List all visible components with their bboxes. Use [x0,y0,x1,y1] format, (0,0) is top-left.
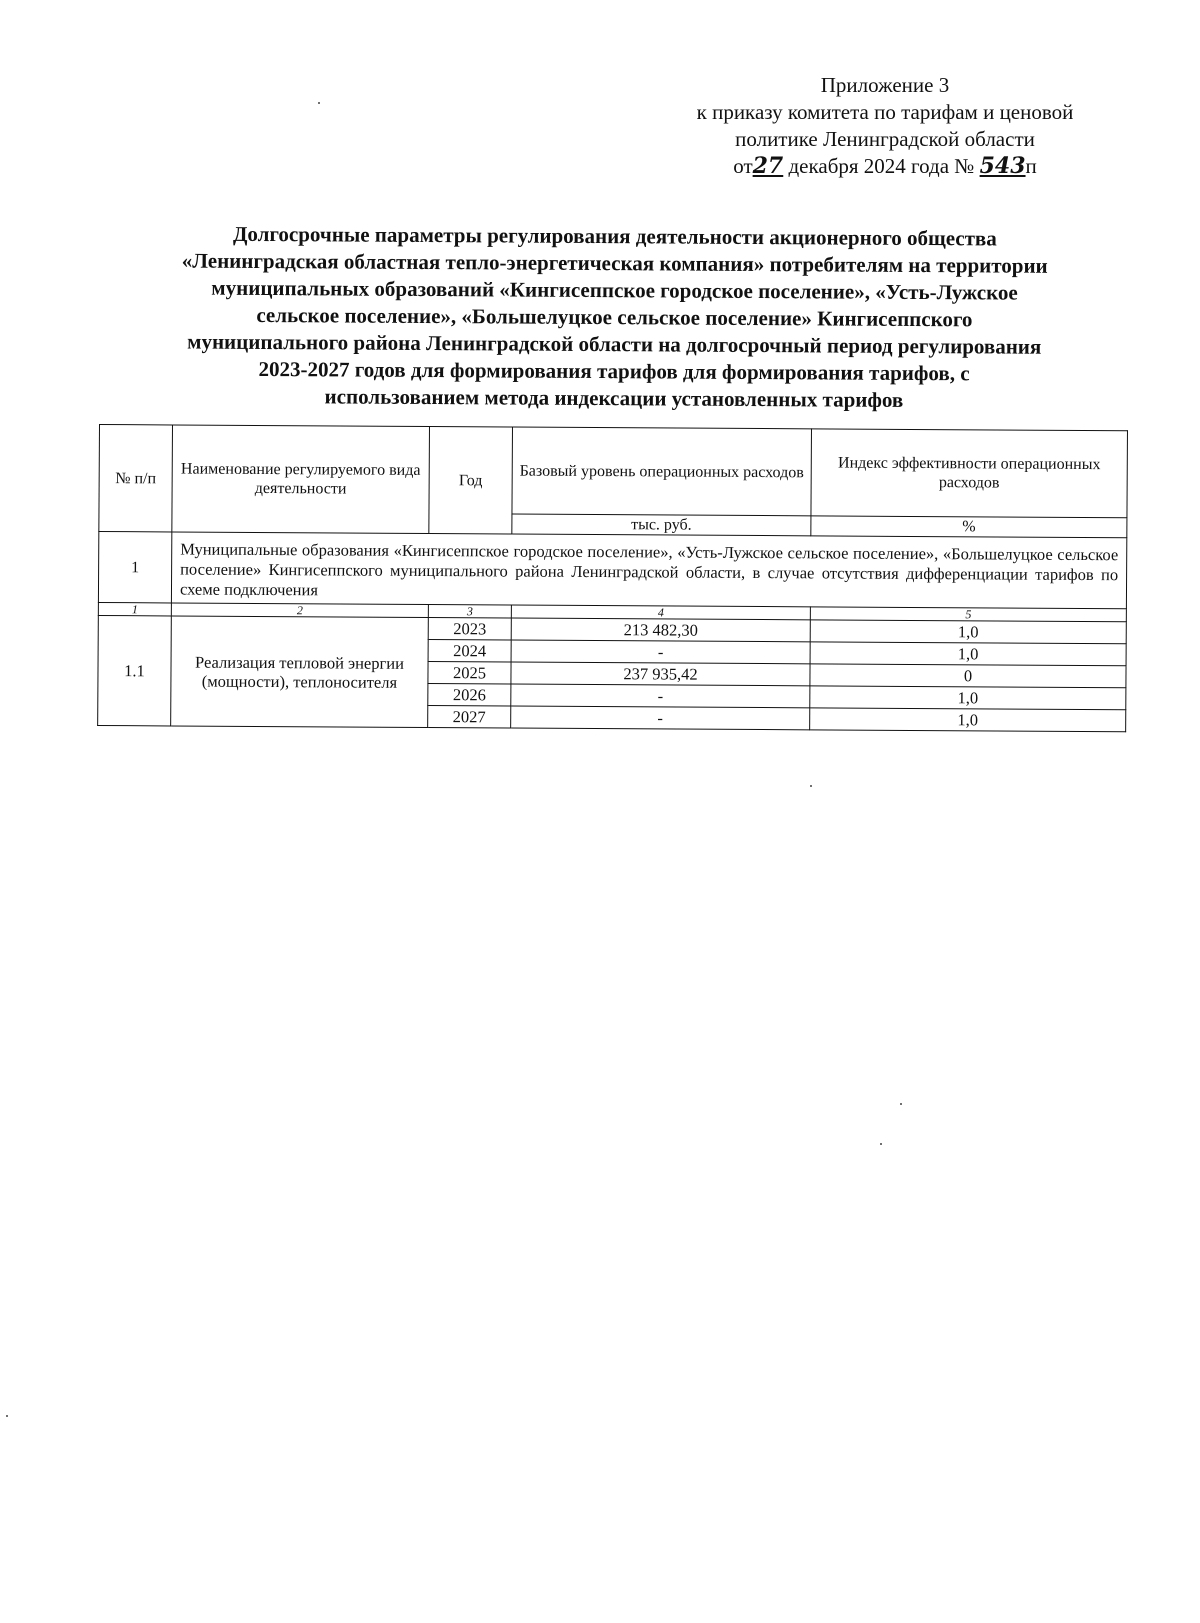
date-month-year: декабря 2024 года № [788,154,975,178]
column-number: 3 [428,605,511,619]
date-prefix: от [733,154,753,178]
title-line: Долгосрочные параметры регулирования деятельности акционерного общества [232,221,997,251]
document-title [99,220,1130,415]
header-efficiency-index: Индекс эффективности операционных расходов [811,429,1128,518]
row-year: 2027 [428,706,511,729]
parameters-table-wrapper [97,424,1127,732]
appendix-line-3: политике Ленинградской области [735,127,1035,151]
row-activity-name: Реализация тепловой энергии (мощности), теплоносителя [171,616,429,728]
row-year: 2024 [428,640,511,663]
unit-index: % [811,516,1127,538]
handwritten-order-number: 543 [979,153,1026,179]
appendix-date-line [640,153,1130,180]
row-index-value: 1,0 [810,686,1126,710]
row-base-value: - [511,640,810,664]
column-number: 2 [171,603,428,618]
header-year: Год [429,427,513,535]
row-base-value: - [511,684,810,708]
scan-speck [900,1103,902,1105]
row-index-value: 1,0 [810,620,1126,644]
row-year: 2025 [428,662,511,685]
title-line: использованием метода индексации установленных тарифов [324,384,904,412]
title-line: муниципального района Ленинградской области на долгосрочный период регулирования [187,329,1042,359]
title-line: «Ленинградская областная тепло-энергетическая компания» потребителям на территории [181,248,1048,278]
title-line: муниципальных образований «Кингисеппское городское поселение», «Усть-Лужское [211,275,1018,305]
appendix-block [640,72,1130,180]
appendix-line-2: к приказу комитета по тарифам и ценовой [696,100,1074,124]
column-number: 5 [810,607,1126,622]
row-base-value: - [511,706,810,730]
order-suffix: п [1025,154,1037,178]
header-base-expenses: Базовый уровень операционных расходов [512,427,812,516]
row-index-value: 1,0 [810,642,1126,666]
group-description: Муниципальные образования «Кингисеппское городское поселение», «Усть-Лужское сельское поселение», «Большелуцкое сельское поселение» Кингисеппского муниципального района Ленинградской области, в случае отсутствия дифференциации тарифов по схеме подключения [171,532,1126,609]
header-row [99,425,1128,518]
group-row [98,532,1126,609]
row-index-value: 0 [810,664,1126,688]
column-number: 1 [98,602,171,615]
row-num: 1.1 [98,615,172,725]
scan-speck [318,102,320,104]
column-number: 4 [511,605,810,620]
scan-speck [880,1143,882,1145]
parameters-table [97,424,1128,732]
row-base-value: 237 935,42 [511,662,810,686]
unit-base: тыс. руб. [512,514,811,536]
scan-speck [810,785,812,787]
header-activity-name: Наименование регулируемого вида деятельности [172,425,430,534]
scan-speck [6,1415,8,1417]
group-num: 1 [98,532,171,603]
handwritten-day: 27 [752,153,784,179]
row-year: 2023 [428,618,511,641]
title-line: 2023-2027 годов для формирования тарифов для формирования тарифов, с [258,356,970,386]
header-num: № п/п [99,425,173,532]
appendix-title: Приложение 3 [820,73,950,97]
row-base-value: 213 482,30 [511,618,810,642]
row-index-value: 1,0 [810,708,1126,732]
row-year: 2026 [428,684,511,707]
title-line: сельское поселение», «Большелуцкое сельское поселение» Кингисеппского [256,302,973,332]
